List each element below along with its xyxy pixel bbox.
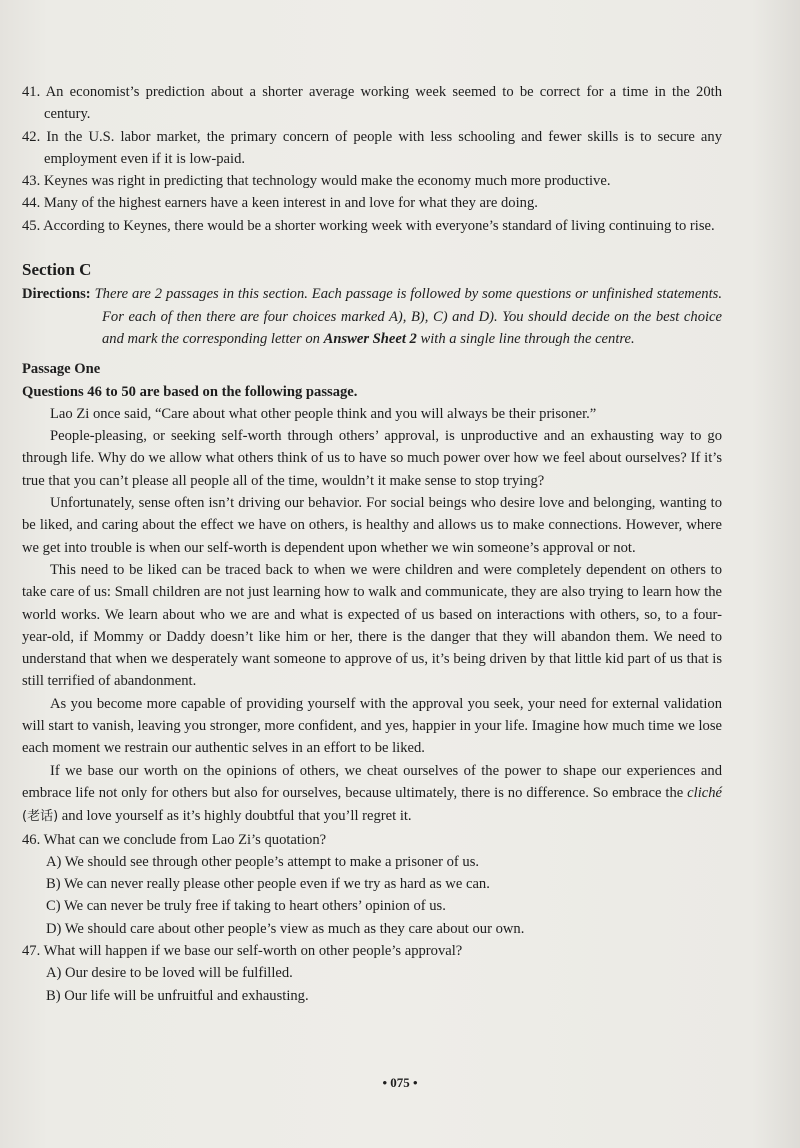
directions-label: Directions: xyxy=(22,286,91,303)
answer-option: C) We can never be truly free if taking to heart others’ opinion of us. xyxy=(46,898,446,915)
answer-sheet-label: Answer Sheet 2 xyxy=(323,330,417,347)
passage-paragraph: This need to be liked can be traced back to when we were children and were completely dependent on others to take care of us: Small children are not just learning how to walk and communicate, they are also trying to learn how the world works. We learn about who we are and what is expected of us based on interactions with others, so, to a four-year-old, if Mommy or Daddy doesn’t like him or her, there is the danger that they will abandon them. We need to understand that when we desperately want someone to approve of us, it’s being driven by that little kid part of us that is still terrified of abandonment. xyxy=(22,561,722,690)
chinese-gloss: (老话) xyxy=(22,809,59,825)
question-47 xyxy=(22,940,722,1007)
passage-instruction: Questions 46 to 50 are based on the following passage. xyxy=(22,383,358,400)
passage-name: Passage One xyxy=(22,361,101,378)
passage-body xyxy=(22,403,722,829)
passage-paragraph: Lao Zi once said, “Care about what other people think and you will always be their prisoner.” xyxy=(50,405,597,422)
answer-option: A) We should see through other people’s attempt to make a prisoner of us. xyxy=(46,853,480,870)
question-46 xyxy=(22,829,722,940)
statement-41: 41. An economist’s prediction about a shorter average working week seemed to be correct for a time in the 20th century. xyxy=(22,84,722,123)
passage-paragraph: People-pleasing, or seeking self-worth through others’ approval, is unproductive and an exhausting way to go through life. Why do we allow what others think of us to have so much power over how we feel about ourselves? If it’s true that you can’t please all people all of the time, wouldn’t it make sense to stop trying? xyxy=(22,428,722,489)
cliche-word: cliché xyxy=(687,784,722,801)
answer-option: B) Our life will be unfruitful and exhausting. xyxy=(46,987,309,1004)
passage-paragraph-last: If we base our worth on the opinions of others, we cheat ourselves of the power to shape our experiences and embrace life not only for others but also for ourselves, because ultimately, there is no difference. So embrace the cliché (老话) and love yourself as it’s highly doubtful that you’ll regret it. xyxy=(22,762,722,825)
answer-option: A) Our desire to be loved will be fulfilled. xyxy=(46,965,293,982)
question-stem: 46. What can we conclude from Lao Zi’s quotation? xyxy=(22,831,327,848)
statement-list xyxy=(22,81,722,237)
directions-text: There are 2 passages in this section. Each passage is followed by some questions or unfinished statements. For each of then there are four choices marked A), B), C) and D). You should decide on the best choice and mark the corresponding letter on Answer Sheet 2 with a single line through the centre. xyxy=(94,286,722,347)
question-stem: 47. What will happen if we base our self-worth on other people’s approval? xyxy=(22,942,463,959)
statement-45: 45. According to Keynes, there would be a shorter working week with everyone’s standard of living continuing to rise. xyxy=(22,217,715,234)
statement-43: 43. Keynes was right in predicting that technology would make the economy much more productive. xyxy=(22,173,611,190)
page-content xyxy=(22,81,722,1007)
statement-42: 42. In the U.S. labor market, the primary concern of people with less schooling and fewer skills is to secure any employment even if it is low-paid. xyxy=(22,128,723,167)
passage-paragraph: Unfortunately, sense often isn’t driving our behavior. For social beings who desire love and belonging, wanting to be liked, and caring about the effect we have on others, is healthy and allows us to make connections. However, where we get into trouble is when our self-worth is dependent upon whether we win someone’s approval or not. xyxy=(22,495,722,556)
page-number: • 075 • xyxy=(382,1075,418,1090)
answer-option: D) We should care about other people’s view as much as they care about our own. xyxy=(46,920,525,937)
statement-44: 44. Many of the highest earners have a keen interest in and love for what they are doing. xyxy=(22,195,538,212)
passage-paragraph: As you become more capable of providing yourself with the approval you seek, your need for external validation will start to vanish, leaving you stronger, more confident, and yes, happier in your life. Imagine how much time we lose each moment we restrain our authentic selves in an effort to be liked. xyxy=(22,695,722,757)
section-directions xyxy=(22,283,722,350)
answer-option: B) We can never really please other people even if we try as hard as we can. xyxy=(46,876,490,893)
section-title: Section C xyxy=(22,260,92,280)
